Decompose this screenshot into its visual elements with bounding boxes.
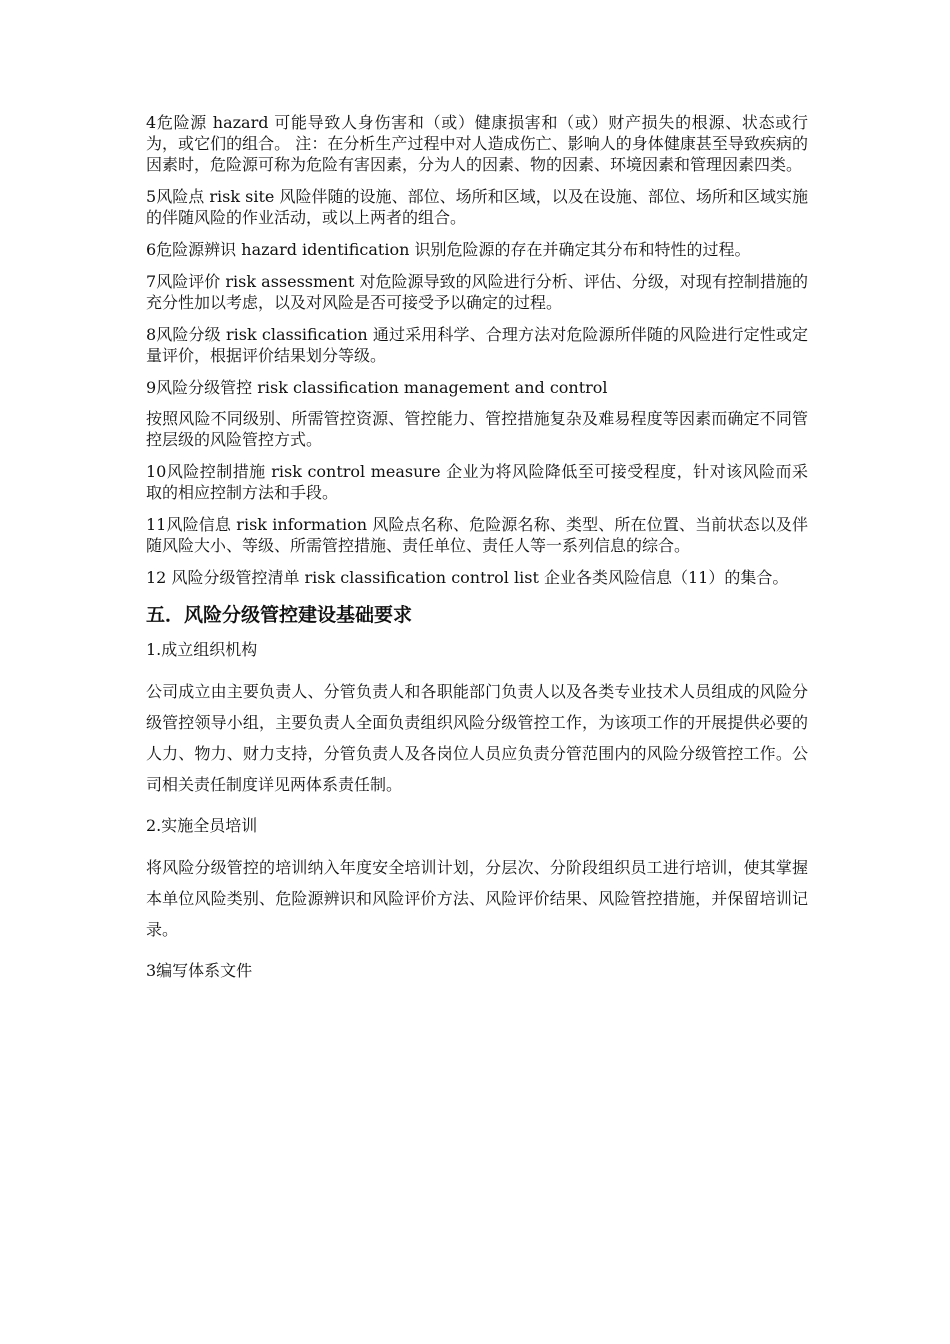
definition-risk-information: 11风险信息 risk information 风险点名称、危险源名称、类型、所在位置、当前状态以及伴随风险大小、等级、所需管控措施、责任单位、责任人等一系列信息的综合。: [146, 515, 808, 555]
subsection-title-organization: 1.成立组织机构: [146, 640, 258, 659]
definition-risk-control-measure: 10风险控制措施 risk control measure 企业为将风险降低至可接受程度，针对该风险而采取的相应控制方法和手段。: [146, 462, 808, 502]
definition-hazard: 4危险源 hazard 可能导致人身伤害和（或）健康损害和（或）财产损失的根源、状态或行为，或它们的组合。 注：在分析生产过程中对人造成伤亡、影响人的身体健康甚至导致疾病的因素时，危险源可称为危险有害因素，分为人的因素、物的因素、环境因素和管理因素四类。: [146, 113, 808, 174]
definition-risk-control-list: 12 风险分级管控清单 risk classification control list 企业各类风险信息（11）的集合。: [146, 568, 789, 587]
definition-risk-classification-management: 9风险分级管控 risk classification management and control: [146, 378, 608, 397]
definition-risk-assessment: 7风险评价 risk assessment 对危险源导致的风险进行分析、评估、分级，对现有控制措施的充分性加以考虑，以及对风险是否可接受予以确定的过程。: [146, 272, 808, 312]
subsection-body-organization: 公司成立由主要负责人、分管负责人和各职能部门负责人以及各类专业技术人员组成的风险分级管控领导小组，主要负责人全面负责组织风险分级管控工作，为该项工作的开展提供必要的人力、物力、财力支持，分管负责人及各岗位人员应负责分管范围内的风险分级管控工作。公司相关责任制度详见两体系责任制。: [146, 682, 808, 794]
definition-risk-site: 5风险点 risk site 风险伴随的设施、部位、场所和区域，以及在设施、部位、场所和区域实施的伴随风险的作业活动，或以上两者的组合。: [146, 187, 808, 227]
subsection-title-training: 2.实施全员培训: [146, 816, 258, 835]
subsection-title-documents: 3编写体系文件: [146, 961, 253, 980]
definition-risk-classification-management-body: 按照风险不同级别、所需管控资源、管控能力、管控措施复杂及难易程度等因素而确定不同管控层级的风险管控方式。: [146, 409, 808, 449]
definition-hazard-identification: 6危险源辨识 hazard identification 识别危险源的存在并确定其分布和特性的过程。: [146, 240, 751, 259]
definition-risk-classification: 8风险分级 risk classification 通过采用科学、合理方法对危险源所伴随的风险进行定性或定量评价，根据评价结果划分等级。: [146, 325, 808, 365]
subsection-body-training: 将风险分级管控的培训纳入年度安全培训计划，分层次、分阶段组织员工进行培训，使其掌握本单位风险类别、危险源辨识和风险评价方法、风险评价结果、风险管控措施，并保留培训记录。: [146, 858, 808, 939]
section-heading: 五．风险分级管控建设基础要求: [146, 604, 413, 626]
document-page: [146, 112, 808, 997]
